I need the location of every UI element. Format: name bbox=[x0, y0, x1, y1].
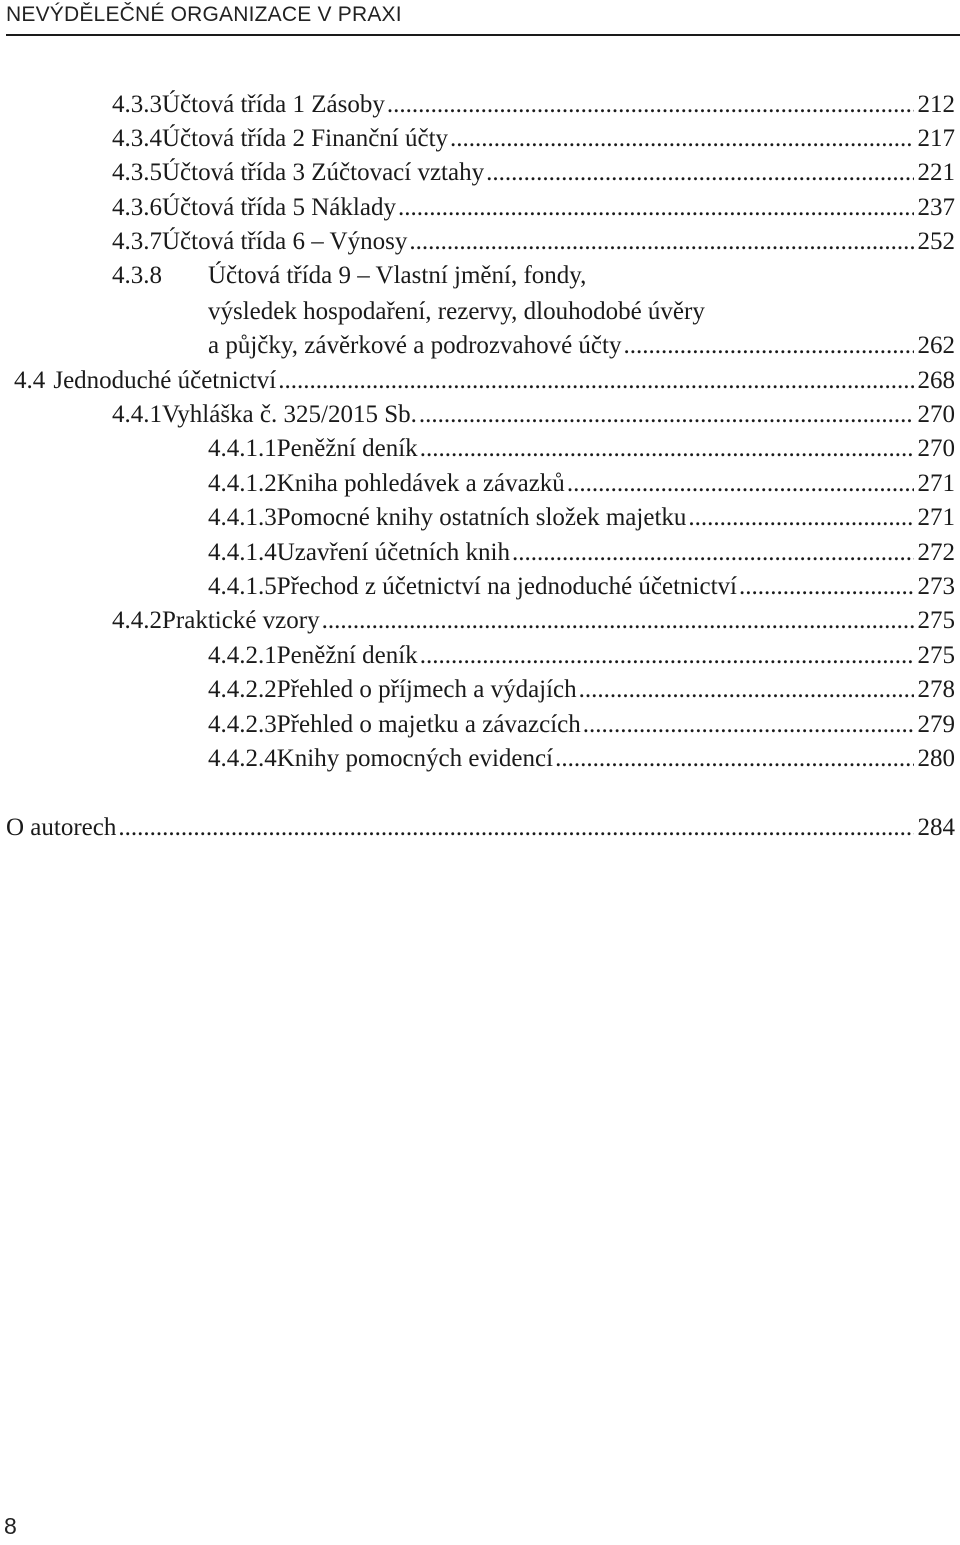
dot-leader bbox=[450, 122, 913, 156]
toc-number: 4.3.5 bbox=[112, 159, 162, 186]
toc-title: Účtová třída 3 Zúčtovací vztahy bbox=[162, 159, 485, 186]
toc-page: 272 bbox=[917, 539, 955, 566]
toc-entry[interactable] bbox=[112, 191, 955, 225]
toc-page: 271 bbox=[917, 504, 955, 531]
toc-title: Peněžní deník bbox=[276, 642, 418, 669]
toc-number: 4.3.3 bbox=[112, 91, 162, 118]
toc-entry[interactable] bbox=[208, 673, 955, 707]
toc-number: 4.3.7 bbox=[112, 228, 162, 255]
dot-leader bbox=[579, 673, 914, 707]
toc-page: 279 bbox=[917, 711, 955, 738]
toc-title: Účtová třída 2 Finanční účty bbox=[162, 125, 449, 152]
toc-title: Přehled o příjmech a výdajích bbox=[276, 676, 577, 703]
toc-entry[interactable] bbox=[208, 501, 955, 535]
toc-title: Praktické vzory bbox=[162, 607, 320, 634]
dot-leader bbox=[567, 467, 914, 501]
toc-title-continuation: výsledek hospodaření, rezervy, dlouhodobé úvěry bbox=[208, 298, 705, 325]
toc-entry[interactable] bbox=[112, 122, 955, 156]
toc-page: 268 bbox=[917, 367, 955, 394]
running-header: NEVÝDĚLEČNÉ ORGANIZACE V PRAXI bbox=[6, 3, 402, 26]
toc-entry[interactable] bbox=[208, 467, 955, 501]
toc-title-continuation: a půjčky, závěrkové a podrozvahové účty bbox=[208, 332, 622, 359]
toc-number: 4.4.1.2 bbox=[208, 470, 277, 497]
toc-title: O autorech bbox=[6, 814, 117, 841]
dot-leader bbox=[512, 536, 914, 570]
toc-title: Účtová třída 6 – Výnosy bbox=[162, 228, 408, 255]
toc-number: 4.4.1.4 bbox=[208, 539, 277, 566]
toc-page: 237 bbox=[917, 194, 955, 221]
toc-entry[interactable] bbox=[208, 432, 955, 466]
toc-number: 4.4.2.3 bbox=[208, 711, 277, 738]
toc-page: 217 bbox=[917, 125, 955, 152]
toc-title: Peněžní deník bbox=[276, 435, 418, 462]
toc-title: Účtová třída 1 Zásoby bbox=[162, 91, 385, 118]
dot-leader bbox=[118, 811, 913, 845]
toc-page: 284 bbox=[917, 814, 955, 841]
toc-title: Jednoduché účetnictví bbox=[53, 367, 277, 394]
toc-title: Přehled o majetku a závazcích bbox=[276, 711, 581, 738]
toc-title: Účtová třída 5 Náklady bbox=[162, 194, 396, 221]
dot-leader bbox=[623, 329, 913, 363]
dot-leader bbox=[419, 398, 914, 432]
toc-number: 4.4.2 bbox=[112, 607, 162, 634]
dot-leader bbox=[486, 156, 913, 190]
toc-page: 252 bbox=[917, 228, 955, 255]
toc-number: 4.4.2.2 bbox=[208, 676, 277, 703]
toc-entry[interactable] bbox=[208, 742, 955, 776]
dot-leader bbox=[409, 225, 913, 259]
toc-entry[interactable] bbox=[112, 88, 955, 122]
toc-number: 4.4.1.1 bbox=[208, 435, 277, 462]
toc-entry[interactable] bbox=[112, 604, 955, 638]
dot-leader bbox=[420, 432, 914, 466]
toc-number: 4.4.2.1 bbox=[208, 642, 277, 669]
dot-leader bbox=[739, 570, 914, 604]
toc-number: 4.4.1 bbox=[112, 401, 162, 428]
toc-entry-multiline[interactable] bbox=[112, 259, 586, 293]
toc-page: 270 bbox=[917, 401, 955, 428]
toc-entry[interactable] bbox=[14, 364, 955, 398]
toc-page: 262 bbox=[917, 332, 955, 359]
toc-title: Kniha pohledávek a závazků bbox=[276, 470, 565, 497]
header-rule bbox=[6, 34, 960, 36]
toc-entry[interactable] bbox=[112, 225, 955, 259]
dot-leader bbox=[387, 88, 914, 122]
toc-entry[interactable] bbox=[208, 536, 955, 570]
toc-number: 4.4.1.3 bbox=[208, 504, 277, 531]
dot-leader bbox=[583, 708, 914, 742]
toc-number: 4.4 bbox=[14, 367, 46, 394]
toc-title: Knihy pomocných evidencí bbox=[276, 745, 554, 772]
toc-title: Uzavření účetních knih bbox=[276, 539, 510, 566]
toc-number: 4.3.4 bbox=[112, 125, 162, 152]
toc-entry[interactable] bbox=[208, 639, 955, 673]
toc-page: 275 bbox=[917, 607, 955, 634]
toc-title: Pomocné knihy ostatních složek majetku bbox=[276, 504, 687, 531]
toc-page: 275 bbox=[917, 642, 955, 669]
toc-number: 4.4.1.5 bbox=[208, 573, 277, 600]
toc-title: Přechod z účetnictví na jednoduché účetnictví bbox=[276, 573, 737, 600]
toc-number: 4.4.2.4 bbox=[208, 745, 277, 772]
page-number: 8 bbox=[4, 1513, 17, 1539]
toc-page: 273 bbox=[917, 573, 955, 600]
toc-number: 4.3.6 bbox=[112, 194, 162, 221]
toc-entry[interactable] bbox=[112, 398, 955, 432]
toc-page: 270 bbox=[917, 435, 955, 462]
toc-entry-last-line[interactable] bbox=[208, 329, 955, 363]
dot-leader bbox=[398, 191, 914, 225]
dot-leader bbox=[420, 639, 914, 673]
toc-title: Účtová třída 9 – Vlastní jmění, fondy, bbox=[208, 262, 587, 289]
dot-leader bbox=[555, 742, 913, 776]
toc-page: 280 bbox=[917, 745, 955, 772]
toc-entry-about-authors[interactable] bbox=[6, 811, 955, 845]
toc-page: 271 bbox=[917, 470, 955, 497]
toc-number: 4.3.8 bbox=[112, 262, 162, 289]
toc-entry[interactable] bbox=[208, 570, 955, 604]
toc-entry[interactable] bbox=[112, 156, 955, 190]
dot-leader bbox=[278, 364, 913, 398]
toc-page: 221 bbox=[917, 159, 955, 186]
toc-page: 278 bbox=[917, 676, 955, 703]
dot-leader bbox=[688, 501, 913, 535]
toc-title: Vyhláška č. 325/2015 Sb. bbox=[162, 401, 417, 428]
toc-entry[interactable] bbox=[208, 708, 955, 742]
dot-leader bbox=[322, 604, 914, 638]
toc-page: 212 bbox=[917, 91, 955, 118]
